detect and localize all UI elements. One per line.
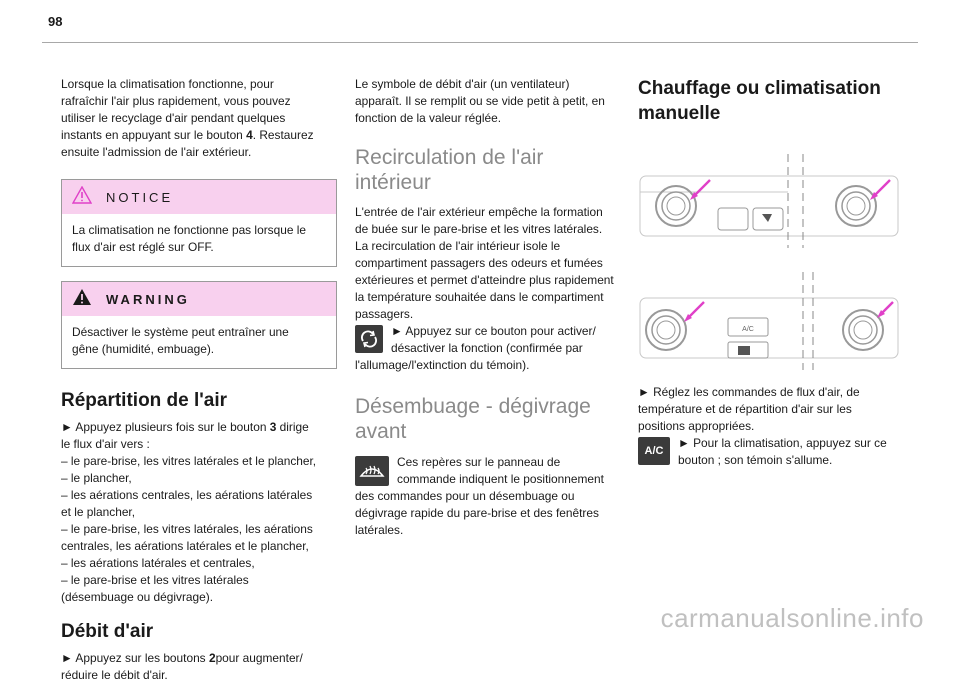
notice-box xyxy=(61,179,337,267)
column-right xyxy=(638,76,903,469)
recirculation-icon xyxy=(355,325,383,353)
fan-symbol-paragraph: Le symbole de débit d'air (un ventilateur) apparaît. Il se remplit ou se vide petit à petit, en fonction de la valeur réglée. xyxy=(355,77,605,125)
page-number: 98 xyxy=(48,14,63,29)
footer-watermark: carmanualsonline.info xyxy=(660,603,924,633)
recirculation-action: ► Appuyez sur ce bouton pour activer/ désactiver la fonction (confirmée par l'allumage/l'extinction du témoin). xyxy=(355,324,596,372)
warning-box xyxy=(61,281,337,369)
warning-triangle-icon xyxy=(72,288,92,310)
front-defrost-icon xyxy=(355,456,389,486)
column-middle xyxy=(355,76,623,539)
warning-title: WARNING xyxy=(106,291,190,307)
repartition-list: ► Appuyez plusieurs fois sur le bouton 3 dirige le flux d'air vers : – le pare-brise, les vitres latérales et le plancher, – le plancher, – les aérations centrales, les aérations latérales et le plancher, – le pare-brise, les vitres latérales, les aérations centrales, les aérations latérales et le plancher, – les aérations latérales et centrales, – le pare-brise et les vitres latérales (désembuage ou dégivrage). xyxy=(61,420,317,604)
notice-text: La climatisation ne fonctionne pas lorsque le flux d'air est réglé sur OFF. xyxy=(72,223,306,254)
top-rule xyxy=(42,42,918,43)
column-left xyxy=(61,76,337,684)
ac-icon-label: A/C xyxy=(644,444,664,457)
desembuage-heading: Désembuage - dégivrage avant xyxy=(355,395,591,443)
recirculation-text: L'entrée de l'air extérieur empêche la formation de buée sur le pare-brise et les vitres latérales. La recirculation de l'air intérieur isole le compartiment passagers des odeurs et fumées extérieures et permet d'atteindre plus rapidement la température souhaitée dans le compartiment passagers. xyxy=(355,205,614,321)
recirculation-heading: Recirculation de l'air intérieur xyxy=(355,146,544,194)
debit-text: ► Appuyez sur les boutons 2pour augmenter/ réduire le débit d'air. xyxy=(61,651,303,682)
chauffage-heading: Chauffage ou climatisation manuelle xyxy=(638,78,881,124)
caution-triangle-icon xyxy=(72,186,92,208)
control-panel-illustration-bottom xyxy=(638,268,900,372)
repartition-heading: Répartition de l'air xyxy=(61,390,228,411)
debit-heading: Débit d'air xyxy=(61,621,154,642)
intro-paragraph: Lorsque la climatisation fonctionne, pour rafraîchir l'air plus rapidement, vous pouvez utiliser le recyclage d'air pendant quelques instants en appuyant sur le bouton 4. Restaurez ensuite l'admission de l'air extérieur. xyxy=(61,77,314,159)
control-panel-illustration-top xyxy=(638,148,900,250)
panel-ac-label: A/C xyxy=(742,326,754,333)
desembuage-text: Ces repères sur le panneau de commande indiquent le positionnement des commandes pour un désembuage ou dégivrage rapide du pare-brise et des fenêtres latérales. xyxy=(355,455,604,537)
reglage-text: ► Réglez les commandes de flux d'air, de température et de répartition d'air sur les positions appropriées. xyxy=(638,385,860,433)
warning-text: Désactiver le système peut entraîner une gêne (humidité, embuage). xyxy=(72,325,289,356)
ac-button-icon xyxy=(638,437,670,465)
climatisation-action: A/C ► Pour la climatisation, appuyez sur ce bouton ; son témoin s'allume. xyxy=(638,435,903,469)
notice-title: NOTICE xyxy=(106,189,174,205)
